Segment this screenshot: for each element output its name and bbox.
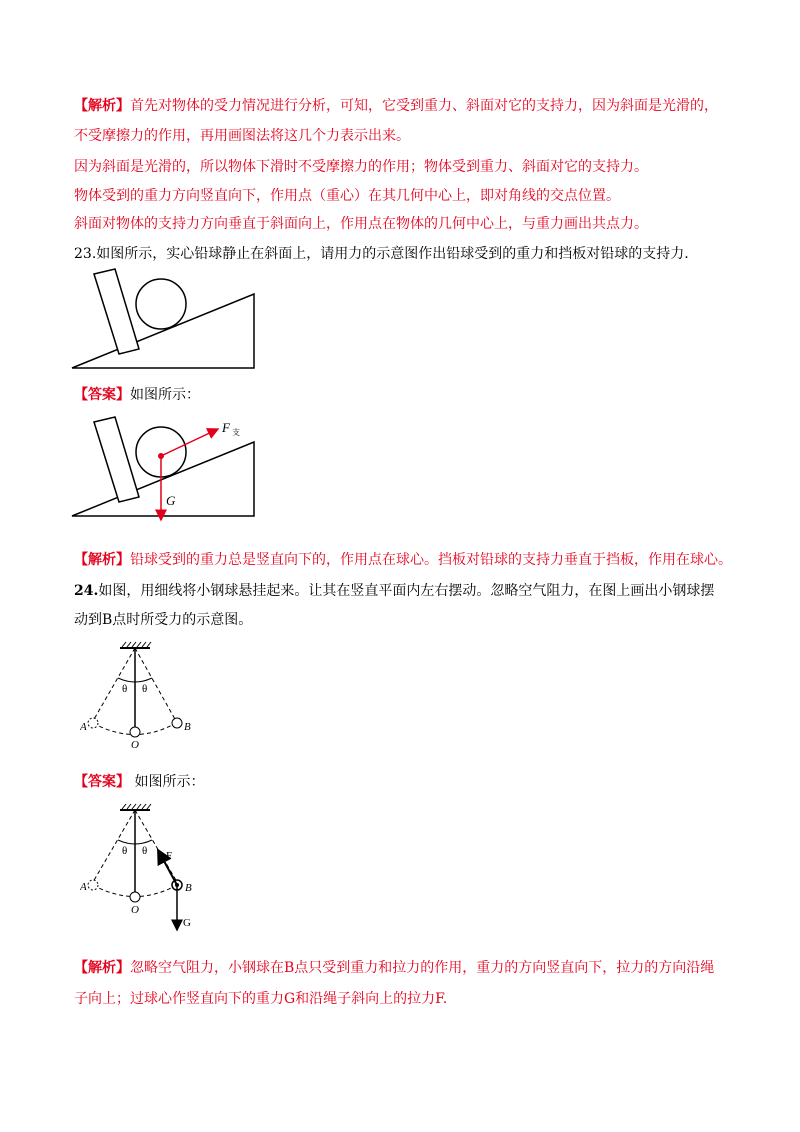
answer-24: 【答案】 如图所示： — [74, 774, 205, 790]
figure-23-answer — [70, 412, 260, 530]
label-O: O — [131, 904, 139, 916]
label-G: G — [183, 917, 191, 929]
string-left — [93, 810, 135, 882]
label-O: O — [131, 739, 139, 750]
theta-right: θ — [142, 683, 148, 695]
analysis-22-line2: 不受摩擦力的作用，再用画图法将这几个力表示出来。 — [74, 128, 410, 144]
ball-O — [130, 892, 140, 902]
theta-right: θ — [142, 845, 148, 857]
ball-O — [130, 727, 140, 737]
label-A: A — [80, 721, 87, 733]
analysis-22-line5: 斜面对物体的支持力方向垂直于斜面向上，作用点在物体的几何中心上，与重力画出共点力。 — [74, 216, 648, 232]
ball-A — [88, 880, 98, 890]
string-left — [93, 648, 135, 721]
analysis-22-line1: 【解析】首先对物体的受力情况进行分析，可知，它受到重力、斜面对它的支持力，因为斜面是光滑的， — [74, 98, 718, 114]
lead-ball — [136, 279, 186, 329]
label-B: B — [184, 721, 191, 733]
analysis-24-line2: 子向上；过球心作竖直向下的重力G和沿绳子斜向上的拉力F. — [74, 991, 448, 1007]
analysis-24-line1: 【解析】忽略空气阻力，小钢球在B点只受到重力和拉力的作用，重力的方向竖直向下，拉力的方向沿绳 — [74, 960, 715, 976]
analysis-23: 【解析】铅球受到的重力总是竖直向下的，作用点在球心。挡板对铅球的支持力垂直于挡板，作用在球心。 — [74, 552, 732, 568]
ball-A — [88, 718, 98, 728]
label-G: G — [166, 493, 176, 508]
analysis-22-line4: 物体受到的重力方向竖直向下，作用点（重心）在其几何中心上，即对角线的交点位置。 — [74, 188, 620, 204]
ceiling-hatch — [122, 642, 151, 647]
board — [94, 417, 139, 502]
analysis-label: 【解析】 — [74, 98, 130, 114]
figure-24-question — [80, 640, 210, 750]
answer-label: 【答案】 — [74, 774, 130, 790]
theta-left: θ — [122, 683, 128, 695]
label-F: F — [166, 850, 173, 862]
label-B: B — [185, 882, 192, 894]
answer-label: 【答案】 — [74, 387, 130, 403]
board — [94, 269, 139, 354]
label-A: A — [80, 881, 87, 893]
answer-23: 【答案】如图所示： — [74, 387, 200, 403]
ceiling-hatch — [122, 804, 151, 809]
ball-B — [172, 718, 182, 728]
question-24-line2: 动到B点时所受力的示意图。 — [74, 612, 253, 628]
analysis-22-line3: 因为斜面是光滑的，所以物体下滑时不受摩擦力的作用；物体受到重力、斜面对它的支持力。 — [74, 159, 648, 175]
label-F-sub: 支 — [232, 428, 240, 437]
question-24-line1: 24.如图，用细线将小钢球悬挂起来。让其在竖直平面内左右摆动。忽略空气阻力，在图上画出小钢球摆 — [74, 583, 715, 599]
label-F: F — [222, 420, 230, 435]
theta-left: θ — [122, 845, 128, 857]
analysis-label: 【解析】 — [74, 960, 130, 976]
figure-23-question — [70, 264, 260, 372]
analysis-label: 【解析】 — [74, 552, 130, 568]
figure-24-answer — [80, 802, 210, 937]
question-23: 23.如图所示，实心铅球静止在斜面上，请用力的示意图作出铅球受到的重力和挡板对铅球的支持力. — [74, 246, 689, 262]
